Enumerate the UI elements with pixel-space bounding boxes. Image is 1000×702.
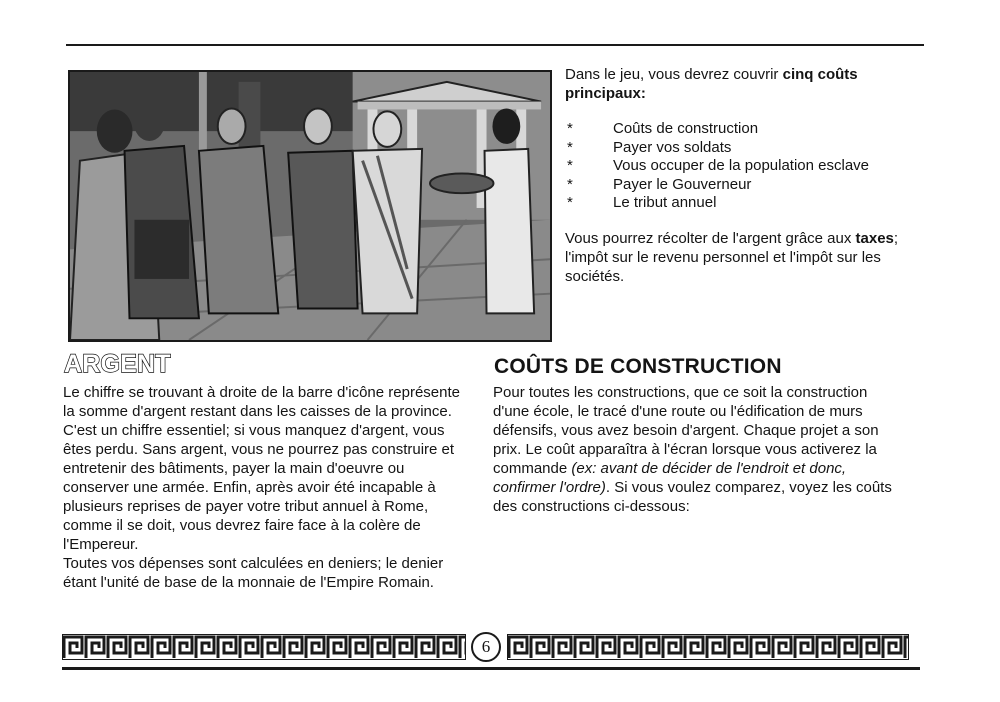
- intro-block: [565, 65, 935, 286]
- page-number: 6: [471, 632, 501, 662]
- top-rule: [66, 44, 924, 46]
- argent-heading: ARGENT: [64, 350, 171, 378]
- argent-paragraph-2: Toutes vos dépenses sont calculées en deniers; le denier étant l'unité de base de la monnaie de l'Empire Romain.: [63, 555, 444, 591]
- roman-scene-illustration: [68, 70, 552, 342]
- taxes-detail: l'impôt sur le revenu personnel et l'impôt sur les sociétés.: [565, 248, 881, 285]
- couts-text: Pour toutes les constructions, que ce soit la construction d'une école, le tracé d'une route ou l'édification de murs défensifs, vous avez besoin d'argent. Chaque projet a son prix. Le coût apparaîtra à l'écran lorsque vous activerez la commande (ex: avant de décider de l'endroit et donc, confirmer l'ordre). Si vous voulez comparez, voyez les coûts des constructions ci-dessous:: [493, 384, 892, 515]
- argent-paragraph-1: Le chiffre se trouvant à droite de la barre d'icône représente la somme d'argent restant dans les caisses de la province. C'est un chiffre essentiel; si vous manquez d'argent, vous êtes perdu. Sans argent, vous ne pourrez pas construire et entretenir des bâtiments, payer la main d'oeuvre ou conserver une armée. Enfin, après avoir été incapable à plusieurs reprises de payer votre tribut annuel à Rome, comme il se doit, vous devrez faire face à la colère de l'Empereur.: [63, 384, 460, 553]
- list-item: * Payer vos soldats: [567, 138, 732, 156]
- couts-heading: COÛTS DE CONSTRUCTION: [494, 355, 782, 378]
- greek-key-border-left: [62, 634, 466, 660]
- cost-list: [565, 120, 935, 213]
- intro-lead: Dans le jeu, vous devrez couvrir cinq coûts principaux:: [565, 66, 858, 102]
- argent-text: [63, 383, 473, 592]
- list-item: * Payer le Gouverneur: [567, 175, 752, 193]
- intro-lead-bold: cinq coûts principaux: [565, 66, 858, 102]
- couts-italic-note: (ex: avant de décider de l'endroit et donc, confirmer l'ordre): [493, 460, 847, 496]
- greek-key-border-right: [507, 634, 909, 660]
- list-item: * Vous occuper de la population esclave: [567, 157, 870, 175]
- list-item: * Coûts de construction: [567, 120, 759, 137]
- list-item: * Le tribut annuel: [567, 194, 717, 212]
- taxes-lead: Vous pourrez récolter de l'argent grâce aux taxes;: [565, 229, 899, 247]
- bottom-rule: [62, 667, 920, 670]
